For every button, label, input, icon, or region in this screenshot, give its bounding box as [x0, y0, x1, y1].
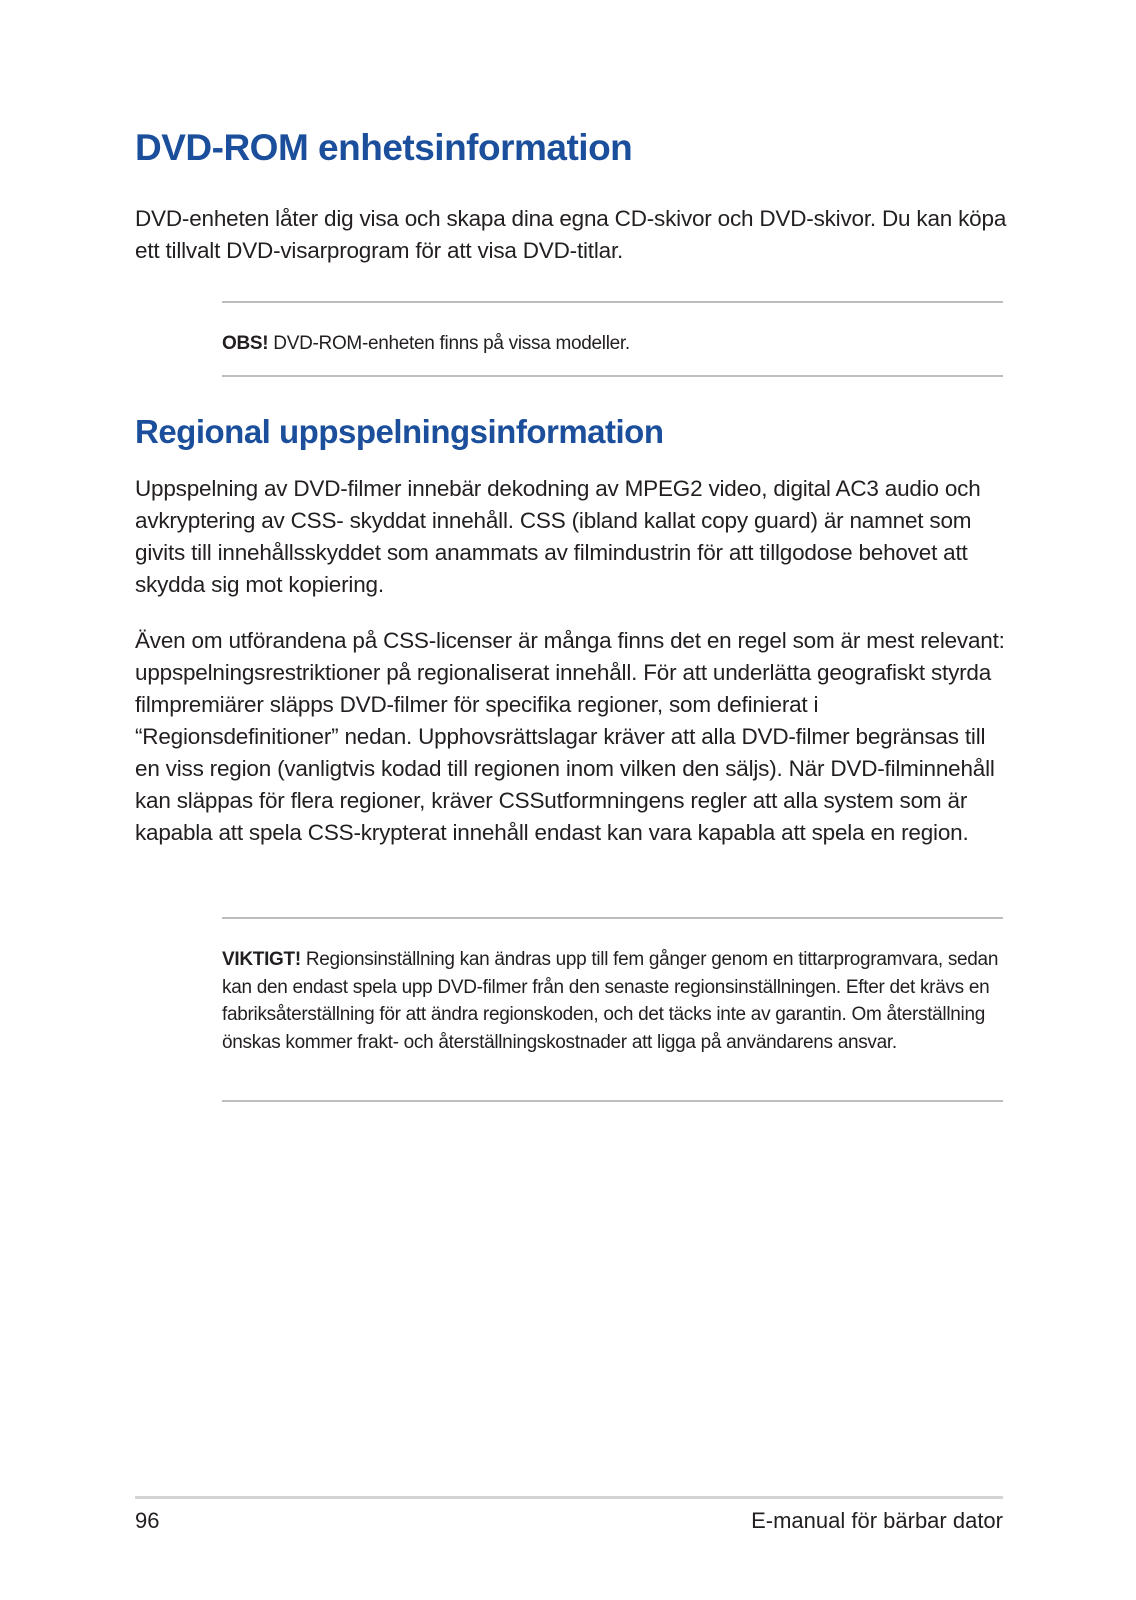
note-divider-top: [222, 301, 1003, 303]
note-important-label: VIKTIGT!: [222, 949, 301, 970]
note-important: [222, 946, 1012, 1056]
important-divider-bottom: [222, 1100, 1003, 1102]
intro-paragraph: DVD-enheten låter dig visa och skapa dina egna CD-skivor och DVD-skivor. Du kan köpa ett tillvalt DVD-visarprogram för att visa DVD-titlar.: [135, 206, 1007, 263]
note-obs: [222, 330, 1012, 358]
note-important-text: Regionsinställning kan ändras upp till fem gånger genom en tittarprogramvara, sedan kan den endast spela upp DVD-filmer från den senaste regionsinställningen. Efter det krävs en fabriksåterställning för att ändra regionskoden, och det täcks inte av garantin. Om återställning önskas kommer frakt- och återställningskostnader att ligga på användarens ansvar.: [222, 949, 999, 1053]
note-obs-label: OBS!: [222, 333, 269, 354]
page-number: 96: [135, 1508, 160, 1533]
note-obs-text: DVD-ROM-enheten finns på vissa modeller.: [268, 333, 630, 354]
body-paragraph-1: Uppspelning av DVD-filmer innebär dekodning av MPEG2 video, digital AC3 audio och avkryptering av CSS- skyddat innehåll. CSS (ibland kallat copy guard) är namnet som givits till innehållsskyddet som anammats av filmindustrin för att tillgodose behovet att skydda sig mot kopiering.: [135, 476, 981, 597]
section-title: Regional uppspelningsinformation: [135, 413, 664, 450]
footer-divider: [135, 1496, 1003, 1499]
important-divider-top: [222, 917, 1003, 919]
note-divider-bottom: [222, 375, 1003, 377]
manual-title: E-manual för bärbar dator: [751, 1508, 1003, 1533]
body-paragraph-2: Även om utförandena på CSS-licenser är många finns det en regel som är mest relevant: uppspelningsrestriktioner på regionaliserat innehåll. För att underlätta geografiskt styrda filmpremiärer släpps DVD-filmer för specifika regioner, som definierat i “Regionsdefinitioner” nedan. Upphovsrättslagar kräver att alla DVD-filmer begränsas till en viss region (vanligtvis kodad till regionen inom vilken den säljs). När DVD-filminnehåll kan släppas för flera regioner, kräver CSSutformningens regler att alla system som är kapabla att spela CSS-krypterat innehåll endast kan vara kapabla att spela en region.: [135, 628, 1005, 845]
page-title: DVD-ROM enhetsinformation: [135, 127, 633, 168]
